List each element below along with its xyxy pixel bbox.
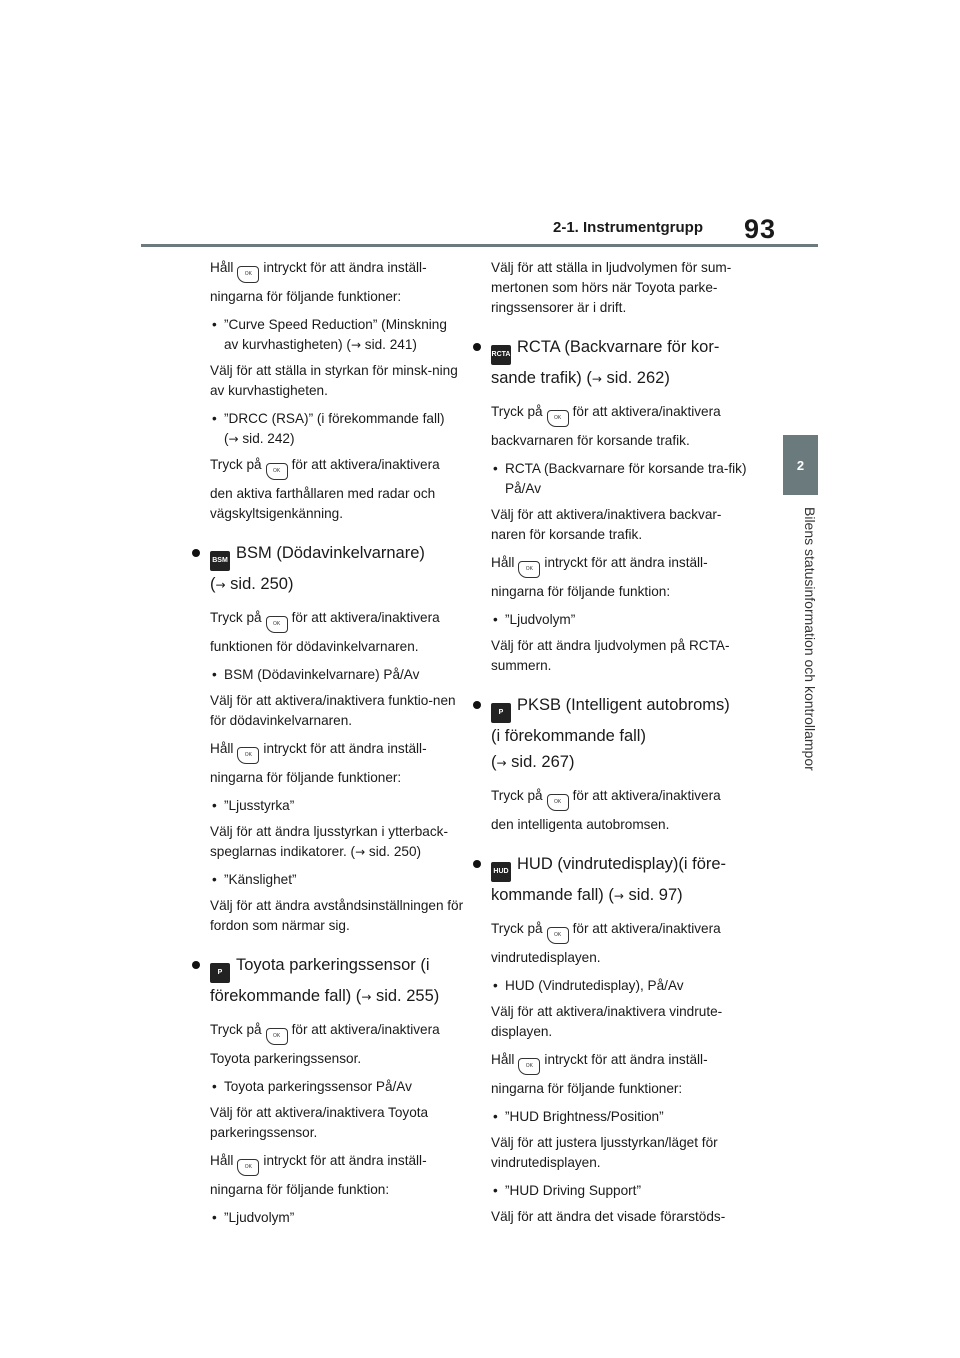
paragraph: ningarna för följande funktioner:: [210, 770, 402, 785]
list-item: • RCTA (Backvarnare för korsande tra-fik) På/Av: [491, 459, 753, 499]
paragraph: Välj för att aktivera/inaktivera backvar-naren för korsande trafik.: [491, 507, 722, 542]
list-item: • ”HUD Driving Support”: [491, 1181, 753, 1201]
list-item: • ”HUD Brightness/Position”: [491, 1107, 753, 1127]
paragraph: Håll OK intryckt för att ändra inställ-: [491, 1050, 753, 1075]
paragraph: Välj för att aktivera/inaktivera funktio-nen för dödavinkelvarnaren.: [210, 693, 456, 728]
page-number: 93: [744, 214, 777, 244]
arrow-right-icon: →: [361, 990, 372, 1004]
paragraph: Håll OK intryckt för att ändra inställ-: [210, 1151, 472, 1176]
list-item: • ”Känslighet”: [210, 870, 472, 890]
ok-button-icon: OK: [266, 616, 288, 633]
paragraph: Välj för att ändra det visade förarstöds-: [491, 1209, 726, 1224]
list-item: • ”Curve Speed Reduction” (Minskning av kurvhastigheten) (→ sid. 241): [210, 315, 472, 355]
arrow-right-icon: →: [613, 889, 624, 903]
section-heading-parking-sensor: P Toyota parkeringssensor (i förekommande fall) (→ sid. 255): [192, 952, 472, 1010]
paragraph: Välj för att ändra avståndsinställningen för fordon som närmar sig.: [210, 898, 464, 933]
ok-button-icon: OK: [547, 927, 569, 944]
arrow-right-icon: →: [350, 338, 361, 352]
paragraph: Toyota parkeringssensor.: [210, 1051, 362, 1066]
section-title: 2-1. Instrumentgrupp: [553, 219, 704, 236]
paragraph: Tryck på OK för att aktivera/inaktivera: [210, 455, 472, 480]
ok-button-icon: OK: [237, 266, 259, 283]
list-item: • ”Ljudvolym”: [491, 610, 753, 630]
bsm-icon: BSM: [210, 551, 230, 571]
paragraph: Välj för att aktivera/inaktivera vindrute-displayen.: [491, 1004, 723, 1039]
list-item: • ”DRCC (RSA)” (i förekommande fall) (→ sid. 242): [210, 409, 472, 449]
ok-button-icon: OK: [518, 561, 540, 578]
chapter-tab: [783, 435, 818, 495]
paragraph: backvarnaren för korsande trafik.: [491, 433, 690, 448]
paragraph: Tryck på OK för att aktivera/inaktivera: [491, 786, 753, 811]
bullet-dot-icon: [192, 961, 200, 969]
list-item: • HUD (Vindrutedisplay), På/Av: [491, 976, 753, 996]
paragraph: funktionen för dödavinkelvarnaren.: [210, 639, 419, 654]
paragraph: Håll OK intryckt för att ändra inställ-: [210, 739, 472, 764]
ok-button-icon: OK: [518, 1058, 540, 1075]
paragraph: Välj för att ändra ljudvolymen på RCTA-summern.: [491, 638, 730, 673]
paragraph: Välj för att aktivera/inaktivera Toyota parkeringssensor.: [210, 1105, 429, 1140]
paragraph: Tryck på OK för att aktivera/inaktivera: [210, 608, 472, 633]
bullet-dot-icon: [473, 343, 481, 351]
rcta-icon: RCTA: [491, 345, 511, 365]
paragraph: Håll OK intryckt för att ändra inställ-: [210, 258, 472, 283]
paragraph: Välj för att justera ljusstyrkan/läget för vindrutedisplayen.: [491, 1135, 718, 1170]
arrow-right-icon: →: [355, 845, 366, 859]
section-heading-hud: HUD HUD (vindrutedisplay)(i före- kommande fall) (→ sid. 97): [473, 851, 753, 909]
ok-button-icon: OK: [266, 463, 288, 480]
ok-button-icon: OK: [547, 410, 569, 427]
chapter-number: 2: [796, 457, 805, 473]
bullet-dot-icon: [192, 549, 200, 557]
paragraph: den intelligenta autobromsen.: [491, 817, 670, 832]
paragraph: vindrutedisplayen.: [491, 950, 601, 965]
right-column: [491, 258, 753, 1235]
list-item: • ”Ljusstyrka”: [210, 796, 472, 816]
header-rule: [141, 244, 818, 247]
paragraph: den aktiva farthållaren med radar och vägskyltsigenkänning.: [210, 486, 436, 521]
bullet-dot-icon: [473, 860, 481, 868]
arrow-right-icon: →: [215, 578, 226, 592]
list-item: • ”Ljudvolym”: [210, 1208, 472, 1228]
pksb-icon: P: [491, 703, 511, 723]
arrow-right-icon: →: [591, 372, 602, 386]
paragraph: Håll OK intryckt för att ändra inställ-: [491, 553, 753, 578]
hud-icon: HUD: [491, 862, 511, 882]
ok-button-icon: OK: [266, 1028, 288, 1045]
parking-sensor-icon: P: [210, 963, 230, 983]
ok-button-icon: OK: [237, 1159, 259, 1176]
paragraph: ningarna för följande funktion:: [210, 1182, 390, 1197]
section-heading-rcta: RCTA RCTA (Backvarnare för kor- sande trafik) (→ sid. 262): [473, 334, 753, 392]
paragraph: ningarna för följande funktioner:: [210, 289, 402, 304]
ok-button-icon: OK: [237, 747, 259, 764]
paragraph: Tryck på OK för att aktivera/inaktivera: [210, 1020, 472, 1045]
paragraph: ningarna för följande funktion:: [491, 584, 671, 599]
paragraph: ningarna för följande funktioner:: [491, 1081, 683, 1096]
paragraph: Välj för att ställa in ljudvolymen för sum-mertonen som hörs när Toyota parke-ringssensorer är i drift.: [491, 260, 732, 315]
arrow-right-icon: →: [228, 432, 239, 446]
paragraph: Välj för att ställa in styrkan för minsk-ning av kurvhastigheten.: [210, 363, 458, 398]
paragraph: Tryck på OK för att aktivera/inaktivera: [491, 919, 753, 944]
ok-button-icon: OK: [547, 794, 569, 811]
list-item: • BSM (Dödavinkelvarnare) På/Av: [210, 665, 472, 685]
left-column: [210, 258, 472, 1234]
paragraph: Välj för att ändra ljusstyrkan i ytterback-speglarnas indikatorer. (→ sid. 250): [210, 824, 448, 859]
section-heading-bsm: BSM BSM (Dödavinkelvarnare) (→ sid. 250): [192, 540, 472, 598]
chapter-label: Bilens statusinformation och kontrollampor: [802, 507, 818, 771]
bullet-dot-icon: [473, 701, 481, 709]
paragraph: Tryck på OK för att aktivera/inaktivera: [491, 402, 753, 427]
list-item: • Toyota parkeringssensor På/Av: [210, 1077, 472, 1097]
section-heading-pksb: P PKSB (Intelligent autobroms) (i förekommande fall) (→ sid. 267): [473, 692, 753, 776]
arrow-right-icon: →: [496, 756, 507, 770]
